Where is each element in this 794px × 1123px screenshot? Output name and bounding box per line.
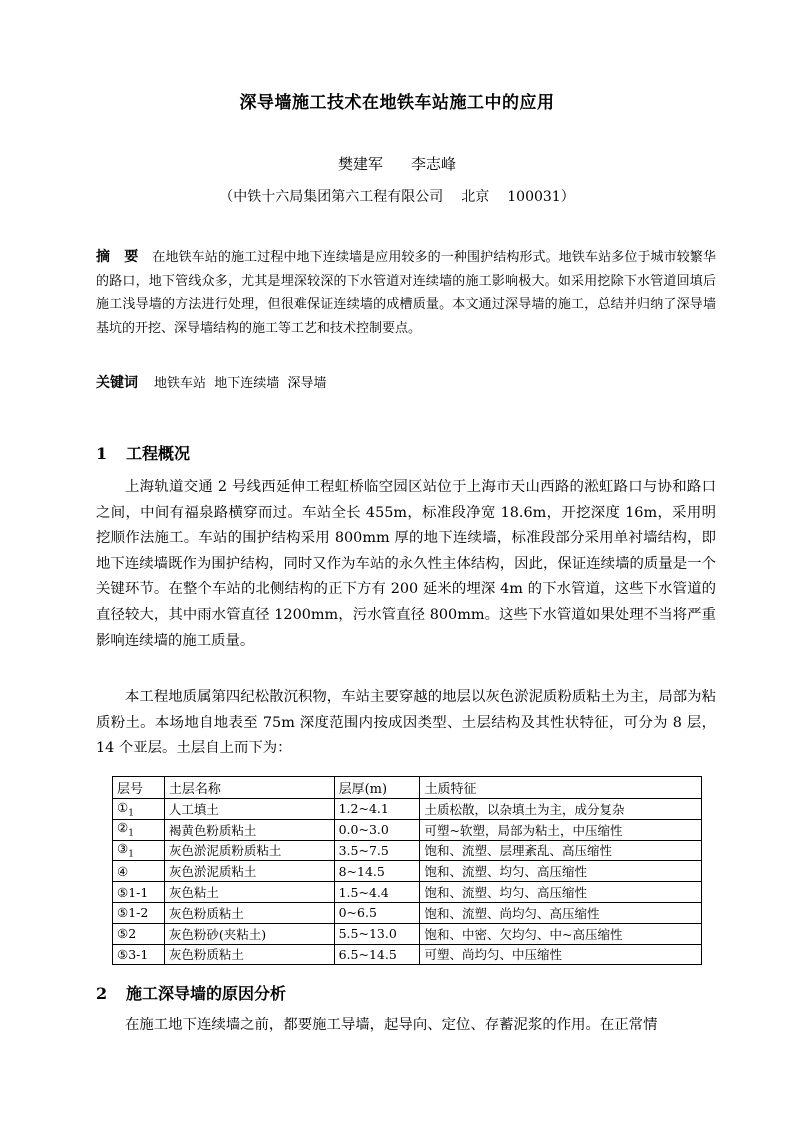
layer-id-cell	[113, 882, 165, 903]
layer-id: ①	[117, 799, 129, 815]
layer-id-cell	[113, 944, 165, 965]
layer-thickness: 0.0~3.0	[334, 819, 420, 840]
layer-description: 饱和、流塑、均匀、高压缩性	[420, 861, 702, 882]
section-title: 施工深导墙的原因分析	[126, 984, 287, 1003]
body-paragraph: 本工程地质属第四纪松散沉积物，车站主要穿越的地层以灰色淤泥质粉质粘土为主，局部为粘质粉土。本场地自地表至 75m 深度范围内按成因类型、土层结构及其性状特征，可分为 8 层，14 个亚层。土层自上而下为：	[96, 689, 716, 757]
layer-thickness: 1.5~4.4	[334, 882, 420, 903]
layer-id: ⑤1-2	[117, 905, 149, 921]
layer-name: 灰色粉质粘土	[164, 944, 334, 965]
paper-title: 深导墙施工技术在地铁车站施工中的应用	[239, 93, 555, 113]
layer-name: 灰色淤泥质粉质粘土	[164, 840, 334, 861]
column-header: 土质特征	[420, 777, 702, 799]
layer-description: 土质松散，以杂填土为主，成分复杂	[420, 799, 702, 820]
keywords	[96, 372, 716, 392]
layer-id-cell	[113, 923, 165, 944]
layer-thickness: 1.2~4.1	[334, 799, 420, 820]
column-header: 层号	[113, 777, 165, 799]
author-name: 樊建军	[337, 155, 383, 173]
layer-id: ②	[117, 820, 129, 836]
layer-name: 灰色粉质粘土	[164, 902, 334, 923]
layer-id: ⑤3-1	[117, 946, 149, 962]
layer-description: 饱和、流塑、层理紊乱、高压缩性	[420, 840, 702, 861]
abstract	[96, 246, 716, 340]
layer-thickness: 0~6.5	[334, 902, 420, 923]
table-row	[113, 882, 702, 903]
layer-description: 饱和、流塑、均匀、高压缩性	[420, 882, 702, 903]
affiliation-city: 北京	[461, 189, 490, 205]
column-header: 土层名称	[164, 777, 334, 799]
layer-id-cell	[113, 819, 165, 840]
table-row	[113, 840, 702, 861]
affiliation-org: （中铁十六局集团第六工程有限公司	[219, 189, 444, 205]
layer-description: 饱和、流塑、尚均匀、高压缩性	[420, 902, 702, 923]
section-heading	[96, 441, 190, 464]
layer-description: 饱和、中密、欠均匀、中~高压缩性	[420, 923, 702, 944]
layer-id-subscript: 1	[128, 808, 134, 819]
author-name: 李志峰	[411, 155, 457, 173]
body-paragraph: 上海轨道交通 2 号线西延伸工程虹桥临空园区站位于上海市天山西路的淞虹路口与协和路口之间，中间有福泉路横穿而过。车站全长 455m，标准段净宽 18.6m，开挖深度 16m，采用明挖顺作法施工。车站的围护结构采用 800mm 厚的地下连续墙，标准段部分采用单衬墙结构，即地下连续墙既作为围护结构，同时又作为车站的永久性主体结构，因此，保证连续墙的质量是一个关键环节。在整个车站的北侧结构的正下方有 200 延米的埋深 4m 的下水管道，这些下水管道的直径较大，其中雨水管直径 1200mm，污水管直径 800mm。这些下水管道如果处理不当将严重影响连续墙的施工质量。	[96, 479, 716, 649]
table-row	[113, 923, 702, 944]
keywords-label: 关键词	[96, 375, 138, 391]
layer-id: ⑤2	[117, 926, 137, 942]
layer-id: ③	[117, 841, 129, 857]
keywords-text: 地铁车站 地下连续墙 深导墙	[154, 376, 327, 391]
table-row	[113, 861, 702, 882]
abstract-label: 摘 要	[96, 249, 139, 265]
layer-thickness: 6.5~14.5	[334, 944, 420, 965]
section-heading	[96, 981, 286, 1004]
layer-id-cell	[113, 799, 165, 820]
body-paragraph: 在施工地下连续墙之前，都要施工导墙，起导向、定位、存蓄泥浆的作用。在正常情	[125, 1017, 658, 1033]
layer-name: 灰色粘土	[164, 882, 334, 903]
layer-id: ⑤1-1	[117, 884, 149, 900]
layer-id-subscript: 1	[128, 849, 134, 860]
affiliation-postcode: 100031）	[507, 189, 575, 205]
table-header-row	[113, 777, 702, 799]
layer-thickness: 8~14.5	[334, 861, 420, 882]
section-title: 工程概况	[126, 444, 191, 463]
layer-id-subscript: 1	[128, 828, 134, 839]
layer-name: 灰色粉砂(夹粘土)	[164, 923, 334, 944]
layer-description: 可塑、尚均匀、中压缩性	[420, 944, 702, 965]
layer-id-cell	[113, 840, 165, 861]
layer-name: 褐黄色粉质粘土	[164, 819, 334, 840]
layer-id-cell	[113, 902, 165, 923]
layer-description: 可塑~软塑，局部为粘土，中压缩性	[420, 819, 702, 840]
table-row	[113, 819, 702, 840]
soil-layer-table	[112, 776, 702, 965]
affiliation-line	[0, 186, 794, 206]
table-row	[113, 944, 702, 965]
section-number: 2	[96, 984, 108, 1003]
layer-thickness: 5.5~13.0	[334, 923, 420, 944]
layer-id-cell	[113, 861, 165, 882]
layer-name: 灰色淤泥质粘土	[164, 861, 334, 882]
column-header: 层厚(m)	[334, 777, 420, 799]
author-line	[0, 153, 794, 174]
table-row	[113, 799, 702, 820]
abstract-text: 在地铁车站的施工过程中地下连续墙是应用较多的一种围护结构形式。地铁车站多位于城市较繁华的路口，地下管线众多，尤其是埋深较深的下水管道对连续墙的施工影响极大。如采用挖除下水管道回填后施工浅导墙的方法进行处理，但很难保证连续墙的成槽质量。本文通过深导墙的施工，总结并归纳了深导墙基坑的开挖、深导墙结构的施工等工艺和技术控制要点。	[96, 250, 716, 336]
layer-name: 人工填土	[164, 799, 334, 820]
layer-thickness: 3.5~7.5	[334, 840, 420, 861]
layer-id: ④	[117, 863, 129, 879]
table-row	[113, 902, 702, 923]
section-number: 1	[96, 444, 108, 463]
